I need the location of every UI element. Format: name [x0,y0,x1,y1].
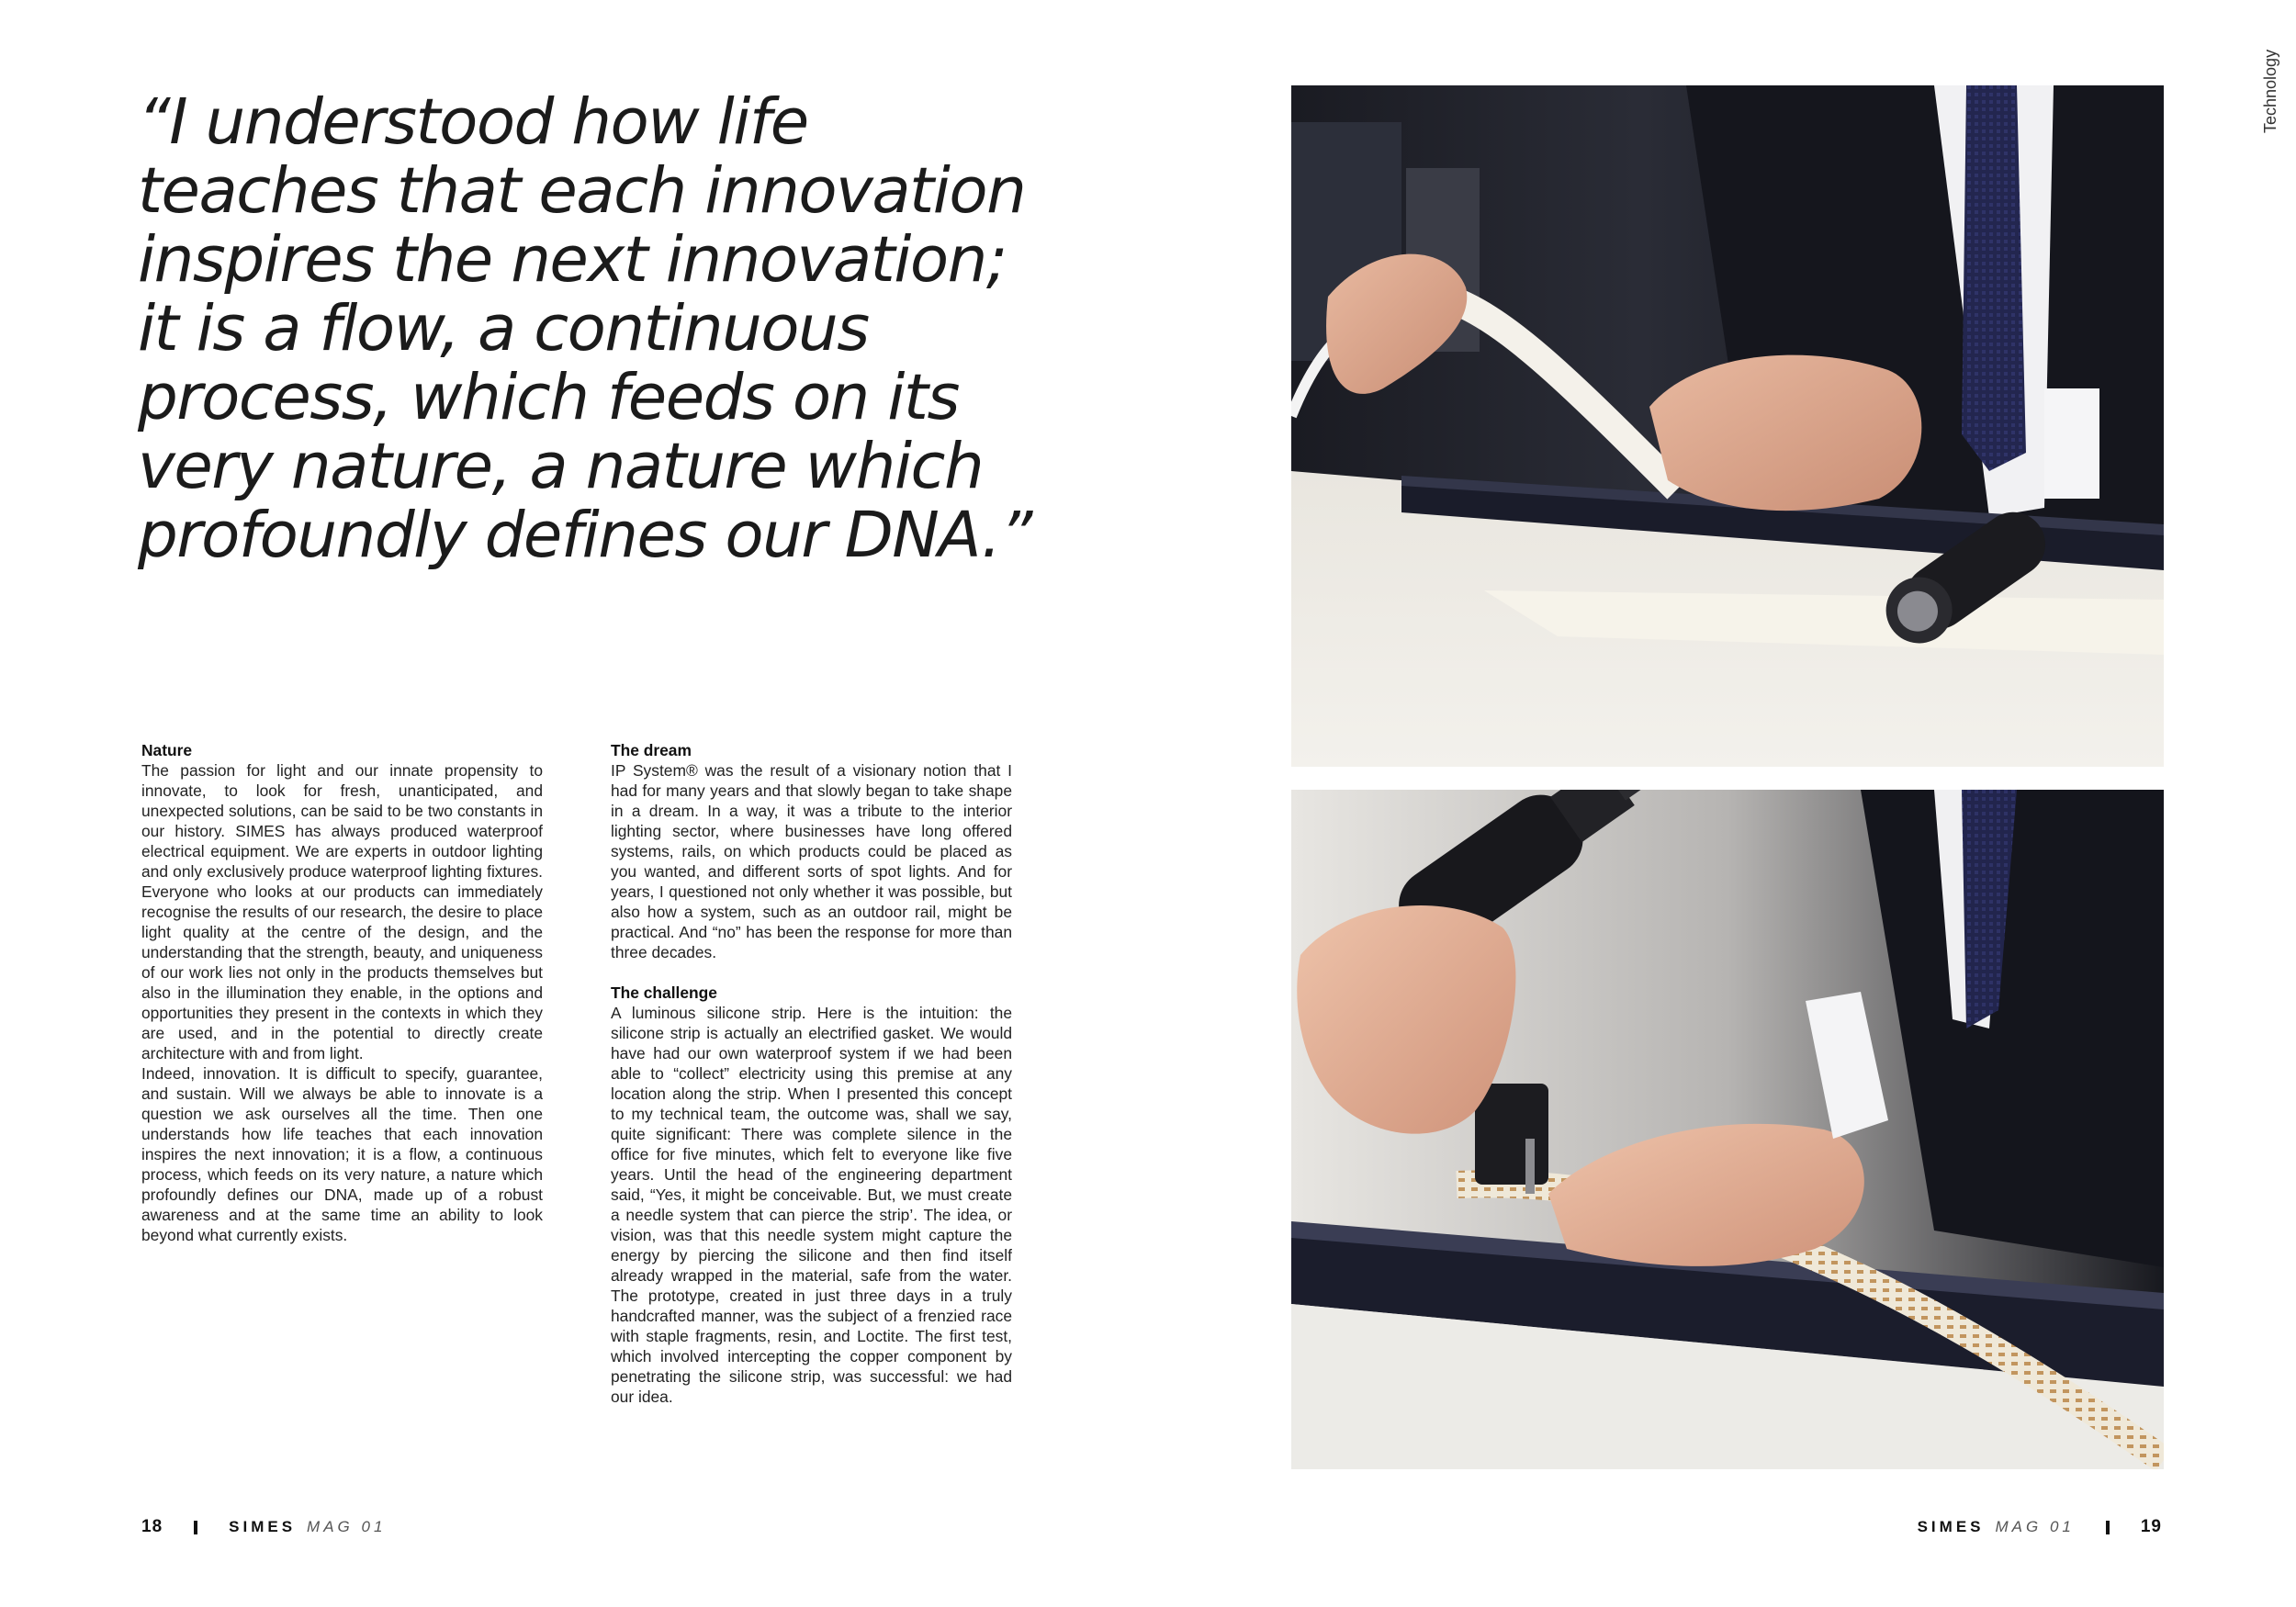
footer-left [141,1517,386,1537]
section-tab: Technology [2261,49,2279,133]
challenge-section [611,983,1012,1407]
nature-paragraph-1: The passion for light and our innate propensity to innovate, to look for fresh, unanticipated, and unexpected solutions, can be said to be two constants in our history. SIMES has always produced waterproof electrical equipment. We are experts in outdoor lighting and only exclusively produce waterproof lighting fixtures. Everyone who looks at our products can immediately recognise the results of our research, the desire to place light quality at the centre of the design, and the understanding that the strength, beauty, and uniqueness of our work lies not only in the products themselves but also in the illumination they enable, in the options and opportunities they present in the contexts in which they are used, and in the potential to directly create architecture with and from light. [141,761,543,1062]
brand-name: SIMES [1917,1518,1985,1535]
photo-needle-adapter-image [1291,790,2164,1469]
challenge-paragraph: A luminous silicone strip. Here is the intuition: the silicone strip is actually an electrified gasket. We would have had our own waterproof system if we had been able to “collect” electricity using this premise at any location along the strip. When I presented this concept to my technical team, the outcome was, shall we say, quite significant: There was complete silence in the office for five minutes, which felt to everyone like five years. Until the head of the engineering department said, “Yes, it might be conceivable. But, we must create a needle system that can pierce the strip’. The idea, or vision, was that this needle system might capture the energy by piercing the silicone and then find itself already wrapped in the material, safe from the water. The prototype, created in just three days in a truly handcrafted manner, was the subject of a frenzied race with staple fragments, resin, and Loctite. The first test, which involved intercepting the copper component by penetrating the silicone strip, was successful: we had our idea. [611,1004,1012,1406]
pull-quote [138,85,1032,572]
footer-right [1918,1517,2162,1537]
pull-quote-line: process, which feeds on its [138,361,959,434]
pull-quote-line: profoundly defines our DNA.” [138,499,1032,572]
separator-bar [2106,1521,2110,1534]
nature-heading: Nature [141,741,193,759]
challenge-heading: The challenge [611,983,717,1002]
separator-bar [194,1521,197,1534]
photo-hands-silicone-strip-image [1291,85,2164,767]
magazine-issue: MAG 01 [1995,1518,2075,1535]
pull-quote-line: it is a flow, a continuous [138,292,869,365]
nature-paragraph-2: Indeed, innovation. It is difficult to specify, guarantee, and sustain. Will we always be able to innovate is a question we ask ourselves all the time. Then one understands how life teaches that each innovation inspires the next innovation; it is a flow, a continuous process, which feeds on its very nature, a nature which profoundly defines our DNA, made up of a robust awareness and at the same time an ability to look beyond what currently exists. [141,1064,543,1244]
dream-paragraph: IP System® was the result of a visionary notion that I had for many years and that slowly began to take shape in a dream. In a way, it was a tribute to the interior lighting sector, where businesses have long offered systems, rails, on which products could be placed as you wanted, and different sorts of spot lights. And for years, I questioned not only whether it was possible, but also how a system, such as an outdoor rail, might be practical. And “no” has been the response for more than three decades. [611,761,1012,961]
page-number-left: 18 [141,1517,163,1536]
page-number-right: 19 [2140,1517,2162,1536]
pull-quote-line: inspires the next innovation; [138,223,1007,297]
nature-column [141,740,543,1245]
pull-quote-line: very nature, a nature which [138,430,984,503]
pull-quote-line: “I understood how life [138,85,808,159]
dream-section [611,740,1012,962]
pull-quote-line: teaches that each innovation [138,154,1026,228]
photo-hands-silicone-strip [1291,85,2164,767]
magazine-issue: MAG 01 [307,1518,387,1535]
photo-needle-adapter [1291,790,2164,1469]
dream-challenge-column [611,740,1012,1407]
dream-heading: The dream [611,741,692,759]
brand-name: SIMES [229,1518,297,1535]
